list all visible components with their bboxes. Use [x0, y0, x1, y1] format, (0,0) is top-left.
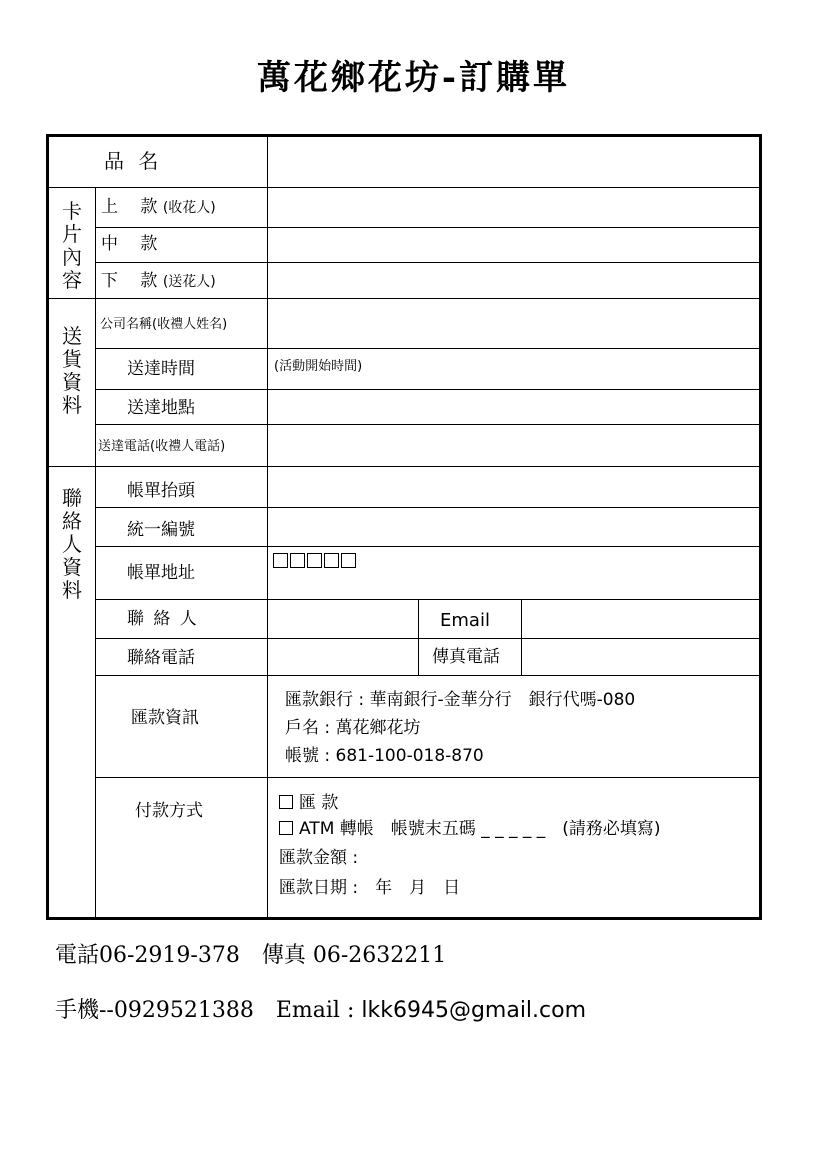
payment-option-remittance[interactable]: 匯 款: [279, 793, 338, 813]
payment-option-atm[interactable]: ATM 轉帳 帳號末五碼 _ _ _ _ _ (請務必填寫): [279, 819, 661, 839]
contact-person-field[interactable]: [271, 601, 416, 636]
row-divider: [49, 298, 759, 299]
contact-phone-label: 聯絡電話: [127, 648, 195, 668]
card-middle-field[interactable]: [271, 229, 757, 261]
postal-code-box[interactable]: [273, 553, 288, 568]
card-middle-label: 中 款: [101, 234, 158, 254]
company-name-label: 公司名稱(收禮人姓名): [100, 317, 228, 332]
footer-email[interactable]: lkk6945@gmail.com: [361, 998, 587, 1023]
postal-code-box[interactable]: [324, 553, 339, 568]
payment-method-label: 付款方式: [135, 801, 203, 821]
invoice-title-label: 帳單抬頭: [127, 481, 195, 501]
row-divider: [49, 187, 759, 188]
delivery-time-hint[interactable]: (活動開始時間): [274, 359, 363, 374]
page-title: 萬花鄉花坊-訂購單: [256, 58, 571, 98]
invoice-address-label: 帳單地址: [127, 563, 195, 583]
contact-phone-field[interactable]: [271, 640, 416, 673]
delivery-group-label: 送貨資料: [62, 324, 82, 417]
invoice-title-field[interactable]: [271, 468, 757, 505]
delivery-phone-label: 送達電話(收禮人電話): [98, 439, 226, 454]
product-name-field[interactable]: [271, 139, 757, 185]
remittance-account-number: 帳號 : 681-100-018-870: [285, 746, 484, 766]
row-divider: [95, 348, 759, 349]
row-divider: [95, 424, 759, 425]
contact-person-label: 聯 絡 人: [127, 609, 199, 629]
footer-mobile: 手機--0929521388 Email :: [55, 998, 355, 1023]
fax-field[interactable]: [525, 640, 757, 673]
label-column-divider: [267, 137, 268, 917]
postal-code-box[interactable]: [290, 553, 305, 568]
row-divider: [95, 777, 759, 778]
row-divider: [49, 466, 759, 467]
row-divider: [95, 262, 759, 263]
card-content-group-label: 卡片內容: [62, 199, 82, 292]
email-label: Email: [440, 610, 490, 631]
card-top-label: 上 款 (收花人): [101, 197, 216, 217]
card-bottom-label: 下 款 (送花人): [101, 271, 216, 291]
remittance-account-name: 戶名 : 萬花鄉花坊: [285, 718, 421, 738]
row-divider: [95, 507, 759, 508]
tax-id-field[interactable]: [271, 509, 757, 544]
delivery-place-field[interactable]: [271, 391, 757, 423]
atm-checkbox[interactable]: [279, 821, 293, 835]
footer-phone-fax: 電話06-2919-378 傳真 06-2632211: [55, 943, 447, 968]
postal-code-box[interactable]: [307, 553, 322, 568]
card-bottom-field[interactable]: [271, 264, 757, 296]
postal-code-box[interactable]: [341, 553, 356, 568]
remittance-info-label: 匯款資訊: [131, 708, 199, 728]
payment-date[interactable]: 匯款日期 : 年 月 日: [279, 878, 461, 898]
delivery-phone-field[interactable]: [271, 426, 757, 464]
fax-label: 傳真電話: [432, 647, 500, 667]
card-top-field[interactable]: [271, 189, 757, 225]
row-divider: [95, 389, 759, 390]
postal-code-boxes[interactable]: [273, 550, 358, 570]
email-column-divider: [418, 599, 419, 675]
product-name-label: 品 名: [104, 149, 163, 173]
company-name-field[interactable]: [271, 300, 757, 346]
group-column-divider: [95, 187, 96, 917]
delivery-place-label: 送達地點: [127, 398, 195, 418]
row-divider: [95, 599, 759, 600]
tax-id-label: 統一編號: [127, 520, 195, 540]
remittance-bank: 匯款銀行 : 華南銀行-金華分行 銀行代嗎-080: [285, 690, 636, 710]
footer-contact: [55, 993, 586, 1024]
delivery-time-label: 送達時間: [127, 359, 195, 379]
row-divider: [95, 638, 759, 639]
row-divider: [95, 675, 759, 676]
order-form-table: [46, 134, 762, 920]
email-value-divider: [521, 599, 522, 675]
row-divider: [95, 227, 759, 228]
contact-group-label: 聯絡人資料: [62, 486, 82, 602]
email-field[interactable]: [525, 601, 757, 636]
row-divider: [95, 546, 759, 547]
remittance-checkbox[interactable]: [279, 795, 293, 809]
payment-amount[interactable]: 匯款金額 :: [279, 848, 359, 868]
